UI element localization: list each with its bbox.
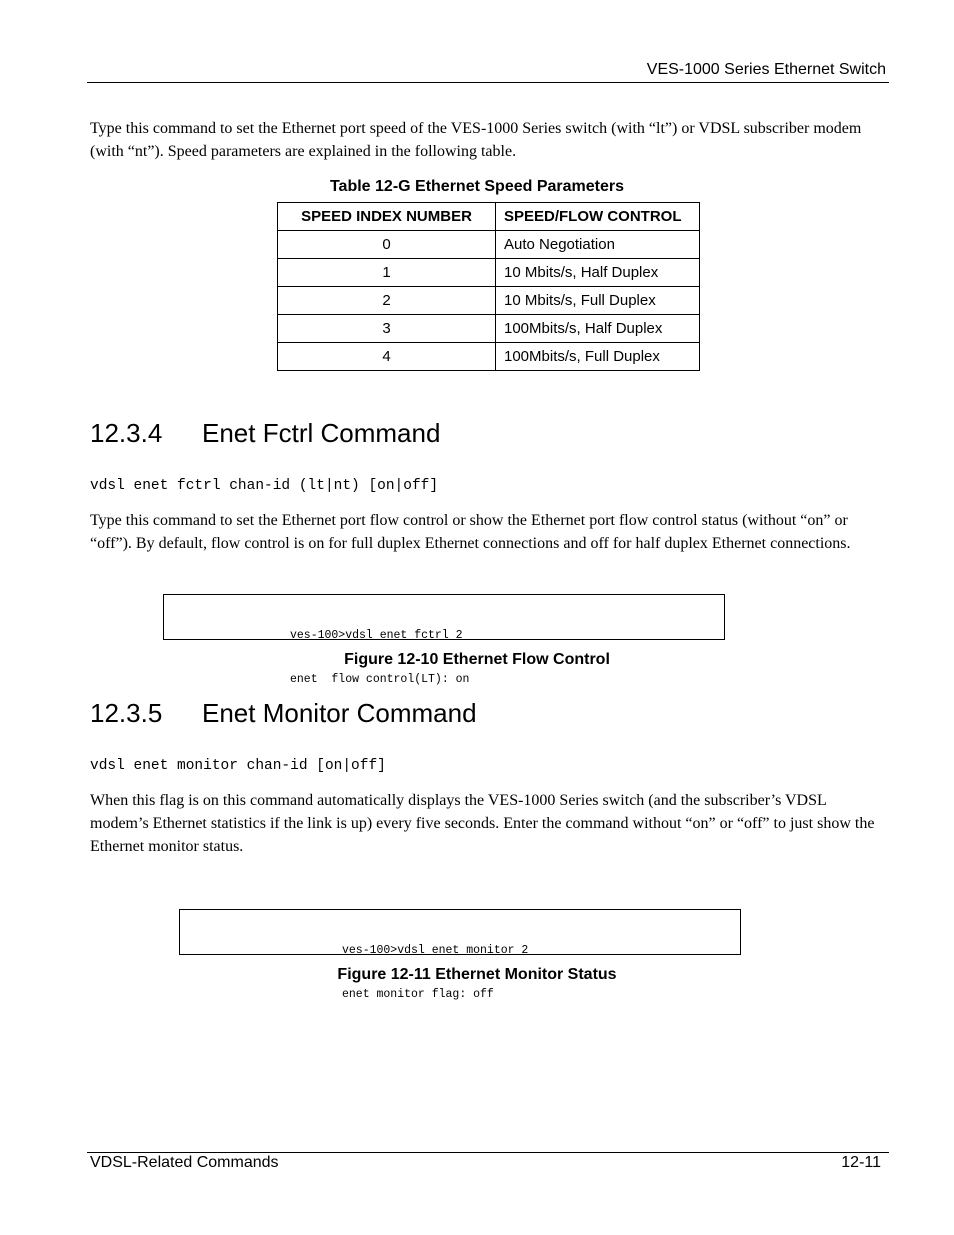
code-line: enet monitor flag: off <box>342 987 494 1001</box>
speed-index-cell: 2 <box>278 287 496 315</box>
section-heading-fctrl <box>90 418 440 449</box>
running-header: VES-1000 Series Ethernet Switch <box>646 61 886 78</box>
table-row <box>278 259 700 287</box>
page-number: 12-11 <box>841 1154 881 1171</box>
code-line: ves-100>vdsl enet monitor 2 <box>342 944 529 957</box>
code-line: enet flow control(LT): on <box>290 672 470 686</box>
speed-index-cell: 3 <box>278 315 496 343</box>
speed-control-cell: 10 Mbits/s, Half Duplex <box>496 259 700 287</box>
section-title: Enet Fctrl Command <box>202 418 441 448</box>
section-heading-monitor <box>90 698 477 729</box>
speed-index-cell: 0 <box>278 231 496 259</box>
footer-rule <box>87 1152 889 1153</box>
table-row <box>278 287 700 315</box>
intro-paragraph: Type this command to set the Ethernet port speed of the VES-1000 Series switch (with “lt”) or VDSL subscriber modem (with “nt”). Speed parameters are explained in the following table. <box>90 120 862 160</box>
table-row <box>278 315 700 343</box>
monitor-paragraph: When this flag is on this command automatically displays the VES-1000 Series switch (and the subscriber’s VDSL modem’s Ethernet statistics if the link is up) every five seconds. Enter the command without “on” or “off” to just show the Ethernet monitor status. <box>90 792 875 855</box>
figure-caption-monitor: Figure 12-11 Ethernet Monitor Status <box>337 966 617 983</box>
section-number: 12.3.4 <box>90 418 163 448</box>
speed-index-cell: 4 <box>278 343 496 371</box>
column-header-speed-index: SPEED INDEX NUMBER <box>278 203 496 231</box>
command-syntax-monitor: vdsl enet monitor chan-id [on|off] <box>90 758 386 774</box>
table-caption: Table 12-G Ethernet Speed Parameters <box>329 178 625 195</box>
column-header-speed-flow-control: SPEED/FLOW CONTROL <box>496 203 700 231</box>
header-rule <box>87 82 889 83</box>
speed-control-cell: Auto Negotiation <box>496 231 700 259</box>
table-row <box>278 343 700 371</box>
footer-chapter: VDSL-Related Commands <box>90 1154 279 1171</box>
speed-control-cell: 100Mbits/s, Full Duplex <box>496 343 700 371</box>
command-syntax-fctrl: vdsl enet fctrl chan-id (lt|nt) [on|off] <box>90 478 439 494</box>
fctrl-paragraph: Type this command to set the Ethernet port flow control or show the Ethernet port flow control status (without “on” or “off”). By default, flow control is on for full duplex Ethernet connections and off for half duplex Ethernet connections. <box>90 512 851 552</box>
speed-control-cell: 10 Mbits/s, Full Duplex <box>496 287 700 315</box>
figure-caption-fctrl: Figure 12-10 Ethernet Flow Control <box>344 651 610 668</box>
section-title: Enet Monitor Command <box>202 698 477 728</box>
table-header-row <box>278 203 700 231</box>
speed-parameters-table <box>277 202 700 371</box>
section-number: 12.3.5 <box>90 698 163 728</box>
speed-control-cell: 100Mbits/s, Half Duplex <box>496 315 700 343</box>
code-line: ves-100>vdsl enet fctrl 2 <box>290 629 463 642</box>
speed-index-cell: 1 <box>278 259 496 287</box>
table-row <box>278 231 700 259</box>
